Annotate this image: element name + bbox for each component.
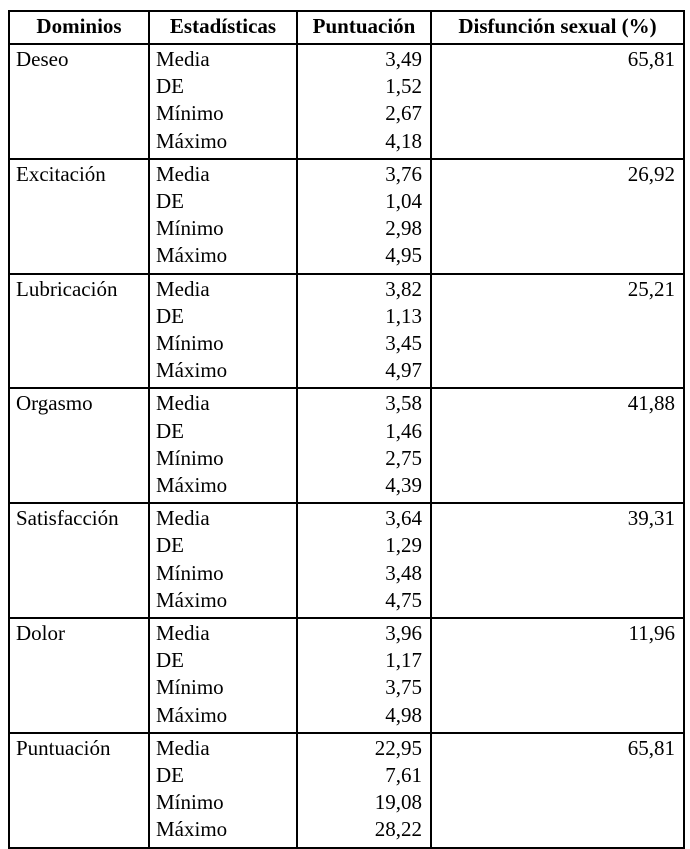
statistics-cell bbox=[149, 159, 297, 274]
domain-cell bbox=[9, 159, 149, 274]
table-row bbox=[9, 44, 684, 159]
domain-label: Lubricación bbox=[16, 276, 118, 301]
dysfunction-value: 41,88 bbox=[627, 391, 675, 416]
dysfunction-cell bbox=[431, 159, 684, 274]
stat-label: Media bbox=[156, 391, 210, 416]
stat-label: Mínimo bbox=[156, 216, 224, 241]
score-cell bbox=[297, 733, 431, 848]
table-row bbox=[9, 159, 684, 274]
score-value: 3,45 bbox=[385, 331, 422, 356]
score-value: 1,46 bbox=[385, 418, 422, 443]
stat-label: Máximo bbox=[156, 817, 228, 842]
header-row bbox=[9, 11, 684, 44]
domain-cell bbox=[9, 503, 149, 618]
statistics-table bbox=[8, 10, 685, 849]
dysfunction-value: 25,21 bbox=[627, 276, 675, 301]
stat-label: Media bbox=[156, 735, 210, 760]
score-cell bbox=[297, 388, 431, 503]
score-value: 3,58 bbox=[385, 391, 422, 416]
score-value: 4,18 bbox=[385, 128, 422, 153]
stat-label: Máximo bbox=[156, 243, 228, 268]
domain-label: Orgasmo bbox=[16, 391, 93, 416]
column-header-0: Dominios bbox=[9, 11, 149, 44]
stat-label: DE bbox=[156, 648, 184, 673]
dysfunction-value: 26,92 bbox=[627, 161, 675, 186]
score-value: 4,95 bbox=[385, 243, 422, 268]
column-header-3: Disfunción sexual (%) bbox=[431, 11, 684, 44]
score-value: 3,82 bbox=[385, 276, 422, 301]
stat-label: Media bbox=[156, 47, 210, 71]
dysfunction-value: 65,81 bbox=[627, 47, 675, 71]
dysfunction-value: 65,81 bbox=[627, 735, 675, 760]
score-value: 3,76 bbox=[385, 161, 422, 186]
stat-label: DE bbox=[156, 74, 184, 99]
stat-label: Máximo bbox=[156, 587, 228, 612]
stat-label: DE bbox=[156, 303, 184, 328]
score-value: 3,49 bbox=[385, 47, 422, 71]
domain-cell bbox=[9, 274, 149, 389]
table-row bbox=[9, 503, 684, 618]
stat-label: DE bbox=[156, 763, 184, 788]
stat-label: Media bbox=[156, 621, 210, 646]
stat-label: DE bbox=[156, 418, 184, 443]
score-value: 1,52 bbox=[385, 74, 422, 99]
domain-label: Puntuación bbox=[16, 735, 111, 760]
stat-label: Media bbox=[156, 161, 210, 186]
score-value: 2,98 bbox=[385, 216, 422, 241]
stat-label: Máximo bbox=[156, 473, 228, 498]
dysfunction-cell bbox=[431, 503, 684, 618]
stat-label: Mínimo bbox=[156, 101, 224, 126]
dysfunction-cell bbox=[431, 733, 684, 848]
table-row bbox=[9, 618, 684, 733]
score-value: 1,29 bbox=[385, 533, 422, 558]
dysfunction-cell bbox=[431, 274, 684, 389]
column-header-2: Puntuación bbox=[297, 11, 431, 44]
stat-label: DE bbox=[156, 533, 184, 558]
score-value: 4,39 bbox=[385, 473, 422, 498]
statistics-cell bbox=[149, 503, 297, 618]
domain-cell bbox=[9, 44, 149, 159]
score-value: 2,75 bbox=[385, 445, 422, 470]
domain-cell bbox=[9, 733, 149, 848]
score-cell bbox=[297, 618, 431, 733]
stat-label: Máximo bbox=[156, 128, 228, 153]
score-value: 28,22 bbox=[374, 817, 422, 842]
statistics-cell bbox=[149, 618, 297, 733]
score-cell bbox=[297, 274, 431, 389]
domain-cell bbox=[9, 388, 149, 503]
score-value: 1,13 bbox=[385, 303, 422, 328]
domain-cell bbox=[9, 618, 149, 733]
score-value: 1,04 bbox=[385, 189, 422, 214]
score-value: 3,75 bbox=[385, 675, 422, 700]
dysfunction-cell bbox=[431, 618, 684, 733]
domain-label: Dolor bbox=[16, 621, 65, 646]
table-row bbox=[9, 274, 684, 389]
table-row bbox=[9, 733, 684, 848]
score-value: 2,67 bbox=[385, 101, 422, 126]
score-value: 7,61 bbox=[385, 763, 422, 788]
domain-label: Excitación bbox=[16, 161, 106, 186]
column-header-1: Estadísticas bbox=[149, 11, 297, 44]
stat-label: Media bbox=[156, 506, 210, 531]
score-value: 4,98 bbox=[385, 702, 422, 727]
score-cell bbox=[297, 159, 431, 274]
dysfunction-value: 39,31 bbox=[627, 506, 675, 531]
score-value: 22,95 bbox=[374, 735, 422, 760]
dysfunction-cell bbox=[431, 44, 684, 159]
stat-label: Mínimo bbox=[156, 331, 224, 356]
score-cell bbox=[297, 44, 431, 159]
domain-label: Deseo bbox=[16, 47, 69, 71]
statistics-cell bbox=[149, 388, 297, 503]
stat-label: Mínimo bbox=[156, 445, 224, 470]
table-row bbox=[9, 388, 684, 503]
score-value: 1,17 bbox=[385, 648, 422, 673]
score-value: 4,97 bbox=[385, 358, 422, 383]
stat-label: Mínimo bbox=[156, 560, 224, 585]
score-value: 3,96 bbox=[385, 621, 422, 646]
stat-label: Máximo bbox=[156, 358, 228, 383]
stat-label: Mínimo bbox=[156, 790, 224, 815]
stat-label: Máximo bbox=[156, 702, 228, 727]
score-value: 4,75 bbox=[385, 587, 422, 612]
statistics-cell bbox=[149, 733, 297, 848]
stat-label: DE bbox=[156, 189, 184, 214]
score-value: 3,48 bbox=[385, 560, 422, 585]
dysfunction-value: 11,96 bbox=[628, 621, 675, 646]
stat-label: Media bbox=[156, 276, 210, 301]
dysfunction-cell bbox=[431, 388, 684, 503]
statistics-cell bbox=[149, 44, 297, 159]
stat-label: Mínimo bbox=[156, 675, 224, 700]
statistics-cell bbox=[149, 274, 297, 389]
score-cell bbox=[297, 503, 431, 618]
score-value: 19,08 bbox=[374, 790, 422, 815]
score-value: 3,64 bbox=[385, 506, 422, 531]
domain-label: Satisfacción bbox=[16, 506, 119, 531]
